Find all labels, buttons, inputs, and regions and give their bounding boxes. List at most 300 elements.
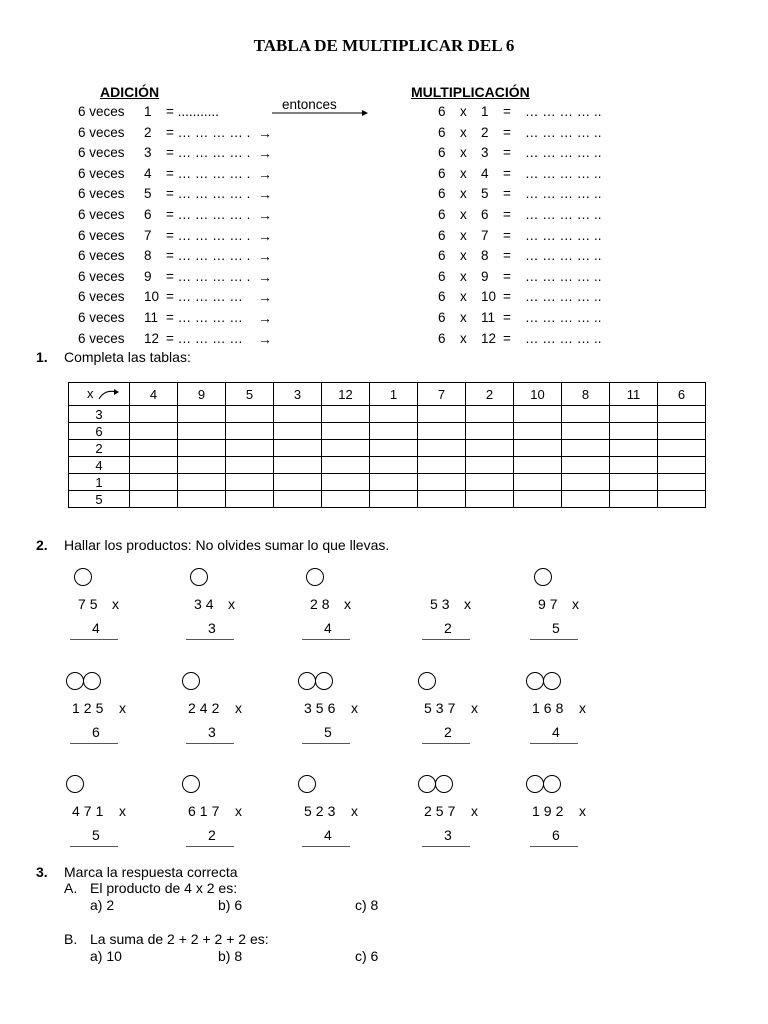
multiplicand: 192: [532, 803, 568, 819]
mult-row-six: 6: [438, 165, 446, 181]
grid-answer-cell[interactable]: [226, 440, 274, 457]
mult-row-number: 11: [481, 310, 496, 325]
mult-row-equals: =: [503, 268, 511, 284]
question-3-number: 3.: [36, 864, 48, 880]
grid-answer-cell[interactable]: [322, 491, 370, 508]
right-arrow-icon: →: [258, 124, 272, 141]
carry-circle[interactable]: [83, 672, 101, 690]
answer-option[interactable]: a) 10: [90, 948, 122, 964]
right-arrow-icon: →: [258, 248, 272, 265]
question-1-text: Completa las tablas:: [64, 349, 191, 365]
multiplication-grid: [68, 382, 706, 508]
mult-row-equals: =: [503, 145, 511, 161]
right-arrow-icon: →: [258, 207, 272, 223]
product-line[interactable]: [70, 743, 118, 744]
mult-row-blank: … … … … ..: [525, 227, 602, 243]
mult-row-times: x: [460, 104, 467, 119]
mult-row-times: x: [460, 289, 467, 305]
addition-row-blank: = … … … … .: [166, 186, 251, 202]
addition-row-number: 2: [144, 124, 152, 140]
multiplier: 3: [444, 827, 452, 843]
addition-row-label: 6 veces: [78, 104, 125, 119]
addition-row-number: 12: [144, 330, 160, 346]
grid-answer-cell[interactable]: [610, 406, 658, 423]
mult-row-times: x: [460, 207, 467, 222]
times-sign: x: [351, 700, 362, 716]
times-sign: x: [235, 803, 246, 819]
grid-answer-cell[interactable]: [226, 406, 274, 423]
times-sign: x: [235, 700, 246, 716]
mult-row-number: 12: [481, 330, 497, 346]
grid-answer-cell[interactable]: [370, 440, 418, 457]
product-line[interactable]: [70, 639, 118, 640]
grid-answer-cell[interactable]: [562, 457, 610, 474]
addition-row-blank: = … … … …: [166, 310, 243, 325]
multiplicand: 257: [424, 803, 460, 819]
addition-row-label: 6 veces: [78, 207, 125, 222]
addition-row-label: 6 veces: [78, 124, 125, 140]
multiplication-heading: MULTIPLICACIÓN: [411, 84, 530, 100]
grid-column-header: 11: [610, 383, 658, 406]
mult-row-number: 5: [481, 186, 489, 202]
grid-answer-cell[interactable]: [226, 457, 274, 474]
mult-row-number: 4: [481, 165, 489, 181]
carry-circle[interactable]: [66, 775, 84, 793]
grid-answer-cell[interactable]: [610, 491, 658, 508]
grid-answer-cell[interactable]: [322, 457, 370, 474]
mult-row-times: x: [460, 227, 467, 243]
grid-column-header: 5: [226, 383, 274, 406]
addition-row-blank: = … … … …: [166, 330, 243, 346]
grid-answer-cell[interactable]: [130, 440, 178, 457]
grid-answer-cell[interactable]: [466, 457, 514, 474]
times-sign: x: [572, 596, 583, 612]
grid-row: [69, 406, 706, 423]
addition-row-label: 6 veces: [78, 227, 125, 243]
carry-circle[interactable]: [418, 775, 436, 793]
answer-option[interactable]: b) 8: [218, 948, 243, 964]
grid-answer-cell[interactable]: [514, 491, 562, 508]
grid-answer-cell[interactable]: [658, 440, 706, 457]
carry-circle[interactable]: [534, 568, 552, 586]
grid-answer-cell[interactable]: [178, 474, 226, 491]
multiplicand: 168: [532, 700, 568, 716]
multiplier: 3: [208, 620, 216, 636]
multiplicand: 471: [72, 803, 108, 819]
grid-answer-cell[interactable]: [466, 440, 514, 457]
addition-row-label: 6 veces: [78, 268, 125, 284]
grid-answer-cell[interactable]: [562, 440, 610, 457]
grid-answer-cell[interactable]: [130, 423, 178, 440]
multiplicand: 97: [538, 596, 562, 612]
grid-column-header: 10: [514, 383, 562, 406]
grid-answer-cell[interactable]: [322, 474, 370, 491]
choice-letter: A.: [64, 880, 78, 896]
multiplier: 5: [552, 620, 560, 636]
multiplier: 4: [92, 620, 100, 636]
grid-answer-cell[interactable]: [658, 406, 706, 423]
addition-row-blank: = … … … … .: [166, 248, 251, 264]
mult-row-number: 10: [481, 289, 497, 305]
mult-row-times: x: [460, 248, 467, 264]
right-arrow-icon: →: [258, 268, 272, 285]
grid-answer-cell[interactable]: [610, 423, 658, 440]
grid-answer-cell[interactable]: [514, 474, 562, 491]
grid-answer-cell[interactable]: [130, 457, 178, 474]
mult-row-six: 6: [438, 145, 446, 161]
grid-answer-cell[interactable]: [418, 423, 466, 440]
grid-answer-cell[interactable]: [178, 491, 226, 508]
addition-row-number: 11: [144, 310, 159, 325]
grid-answer-cell[interactable]: [466, 491, 514, 508]
grid-answer-cell[interactable]: [658, 423, 706, 440]
right-arrow-icon: →: [258, 186, 272, 203]
carry-circle[interactable]: [298, 775, 316, 793]
question-3-text: Marca la respuesta correcta: [64, 864, 238, 880]
mult-row-number: 7: [481, 227, 489, 243]
multiplier: 6: [552, 827, 560, 843]
grid-column-header: 9: [178, 383, 226, 406]
grid-answer-cell[interactable]: [178, 406, 226, 423]
grid-answer-cell[interactable]: [226, 423, 274, 440]
right-arrow-icon: →: [258, 145, 272, 162]
mult-row-equals: =: [503, 289, 511, 305]
grid-answer-cell[interactable]: [274, 491, 322, 508]
multiplier: 5: [324, 724, 332, 740]
grid-answer-cell[interactable]: [610, 457, 658, 474]
mult-row-number: 6: [481, 207, 489, 222]
right-arrow-icon: →: [258, 310, 272, 326]
addition-heading: ADICIÓN: [100, 84, 160, 100]
grid-column-header: 7: [418, 383, 466, 406]
mult-row-blank: … … … … ..: [525, 145, 602, 161]
product-line[interactable]: [422, 846, 470, 847]
grid-answer-cell[interactable]: [274, 423, 322, 440]
entonces-arrow-icon: [270, 108, 370, 118]
addition-row-label: 6 veces: [78, 289, 125, 305]
product-line[interactable]: [530, 743, 578, 744]
choice-question: El producto de 4 x 2 es:: [90, 880, 238, 896]
carry-circle[interactable]: [66, 672, 84, 690]
mult-row-six: 6: [438, 186, 446, 202]
grid-answer-cell[interactable]: [370, 474, 418, 491]
carry-circle[interactable]: [182, 672, 200, 690]
carry-circle[interactable]: [298, 672, 316, 690]
mult-row-blank: … … … … ..: [525, 289, 602, 305]
grid-answer-cell[interactable]: [562, 423, 610, 440]
mult-row-equals: =: [503, 124, 511, 140]
grid-answer-cell[interactable]: [178, 423, 226, 440]
grid-answer-cell[interactable]: [130, 406, 178, 423]
product-line[interactable]: [530, 846, 578, 847]
grid-answer-cell[interactable]: [226, 474, 274, 491]
grid-row-header: 6: [69, 423, 130, 440]
mult-row-times: x: [460, 310, 467, 325]
grid-row: [69, 457, 706, 474]
carry-circle[interactable]: [526, 672, 544, 690]
mult-row-six: 6: [438, 330, 446, 346]
right-arrow-icon: →: [258, 165, 272, 182]
addition-row-blank: = … … … … .: [166, 145, 251, 161]
multiplicand: 617: [188, 803, 224, 819]
product-line[interactable]: [186, 846, 234, 847]
mult-row-six: 6: [438, 289, 446, 305]
addition-row-number: 1: [144, 104, 152, 119]
grid-answer-cell[interactable]: [658, 457, 706, 474]
carry-circle[interactable]: [543, 672, 561, 690]
times-sign: x: [579, 700, 590, 716]
answer-option[interactable]: a) 2: [90, 897, 115, 913]
carry-circle[interactable]: [315, 672, 333, 690]
addition-row-label: 6 veces: [78, 165, 125, 181]
mult-row-equals: =: [503, 227, 511, 243]
mult-row-equals: =: [503, 330, 511, 346]
grid-answer-cell[interactable]: [274, 457, 322, 474]
entonces-label: entonces: [282, 97, 337, 112]
grid-answer-cell[interactable]: [130, 474, 178, 491]
mult-row-blank: … … … … ..: [525, 124, 602, 140]
mult-row-blank: … … … … ..: [525, 310, 602, 325]
mult-row-equals: =: [503, 165, 511, 181]
grid-answer-cell[interactable]: [514, 440, 562, 457]
mult-row-equals: =: [503, 207, 511, 222]
question-2-number: 2.: [36, 537, 48, 553]
mult-row-times: x: [460, 330, 467, 346]
grid-answer-cell[interactable]: [562, 491, 610, 508]
carry-circle[interactable]: [526, 775, 544, 793]
multiplicand: 28: [310, 596, 334, 612]
grid-answer-cell[interactable]: [370, 406, 418, 423]
grid-column-header: 3: [274, 383, 322, 406]
grid-row: [69, 440, 706, 457]
addition-row-blank: = ...........: [166, 104, 219, 119]
addition-row-label: 6 veces: [78, 248, 125, 264]
times-sign: x: [471, 700, 482, 716]
grid-column-header: 1: [370, 383, 418, 406]
grid-answer-cell[interactable]: [466, 474, 514, 491]
mult-row-six: 6: [438, 124, 446, 140]
grid-row-header: 4: [69, 457, 130, 474]
grid-answer-cell[interactable]: [514, 457, 562, 474]
mult-row-equals: =: [503, 104, 511, 119]
mult-row-blank: … … … … ..: [525, 186, 602, 202]
multiplier: 3: [208, 724, 216, 740]
multiplicand: 537: [424, 700, 460, 716]
multiplier: 4: [324, 620, 332, 636]
mult-row-times: x: [460, 124, 467, 140]
grid-answer-cell[interactable]: [658, 474, 706, 491]
mult-row-blank: … … … … ..: [525, 207, 602, 222]
answer-option[interactable]: b) 6: [218, 897, 243, 913]
product-line[interactable]: [186, 743, 234, 744]
multiplicand: 356: [304, 700, 340, 716]
addition-row-label: 6 veces: [78, 145, 125, 161]
grid-header-row: [69, 383, 706, 406]
product-line[interactable]: [302, 846, 350, 847]
carry-circle[interactable]: [306, 568, 324, 586]
curved-arrow-icon: [97, 387, 121, 401]
product-line[interactable]: [186, 639, 234, 640]
addition-row-label: 6 veces: [78, 186, 125, 202]
grid-row: [69, 491, 706, 508]
grid-answer-cell[interactable]: [322, 423, 370, 440]
multiplicand: 53: [430, 596, 454, 612]
grid-answer-cell[interactable]: [274, 406, 322, 423]
addition-row-number: 6: [144, 207, 152, 222]
grid-row-header: 5: [69, 491, 130, 508]
product-line[interactable]: [302, 743, 350, 744]
product-line[interactable]: [530, 639, 578, 640]
mult-row-times: x: [460, 268, 467, 284]
grid-answer-cell[interactable]: [514, 423, 562, 440]
grid-answer-cell[interactable]: [226, 491, 274, 508]
grid-answer-cell[interactable]: [610, 440, 658, 457]
carry-circle[interactable]: [74, 568, 92, 586]
grid-answer-cell[interactable]: [466, 423, 514, 440]
mult-row-blank: … … … … ..: [525, 268, 602, 284]
mult-row-equals: =: [503, 248, 511, 264]
grid-answer-cell[interactable]: [178, 440, 226, 457]
mult-row-number: 2: [481, 124, 489, 140]
mult-row-number: 8: [481, 248, 489, 264]
grid-column-header: 4: [130, 383, 178, 406]
times-sign: x: [119, 700, 130, 716]
multiplier: 2: [444, 620, 452, 636]
question-1-number: 1.: [36, 349, 48, 365]
times-sign: x: [471, 803, 482, 819]
addition-row-number: 9: [144, 268, 152, 284]
grid-column-header: 8: [562, 383, 610, 406]
addition-row-number: 4: [144, 165, 152, 181]
grid-answer-cell[interactable]: [514, 406, 562, 423]
multiplicand: 242: [188, 700, 224, 716]
grid-answer-cell[interactable]: [370, 491, 418, 508]
right-arrow-icon: →: [258, 289, 272, 306]
product-line[interactable]: [422, 743, 470, 744]
mult-row-blank: … … … … ..: [525, 248, 602, 264]
times-sign: x: [119, 803, 130, 819]
carry-circle[interactable]: [543, 775, 561, 793]
grid-answer-cell[interactable]: [610, 474, 658, 491]
multiplier: 6: [92, 724, 100, 740]
multiplier: 4: [324, 827, 332, 843]
right-arrow-icon: →: [258, 330, 272, 347]
right-arrow-icon: →: [258, 227, 272, 244]
grid-answer-cell[interactable]: [322, 406, 370, 423]
mult-row-blank: … … … … ..: [525, 330, 602, 346]
mult-row-six: 6: [438, 104, 446, 119]
addition-row-label: 6 veces: [78, 330, 125, 346]
mult-row-blank: … … … … ..: [525, 104, 602, 119]
product-line[interactable]: [302, 639, 350, 640]
mult-row-six: 6: [438, 310, 446, 325]
mult-row-times: x: [460, 145, 467, 161]
grid-answer-cell[interactable]: [178, 457, 226, 474]
carry-circle[interactable]: [190, 568, 208, 586]
multiplier: 2: [444, 724, 452, 740]
grid-corner-cell: [69, 383, 130, 406]
times-sign: x: [351, 803, 362, 819]
grid-column-header: 2: [466, 383, 514, 406]
multiplier: 2: [208, 827, 216, 843]
times-sign: x: [464, 596, 475, 612]
mult-row-six: 6: [438, 227, 446, 243]
mult-row-blank: … … … … ..: [525, 165, 602, 181]
product-line[interactable]: [70, 846, 118, 847]
times-sign: x: [112, 596, 123, 612]
addition-row-blank: = … … … … .: [166, 124, 251, 140]
addition-row-blank: = … … … … .: [166, 165, 251, 181]
grid-answer-cell[interactable]: [274, 474, 322, 491]
grid-row-header: 2: [69, 440, 130, 457]
grid-answer-cell[interactable]: [418, 474, 466, 491]
addition-row-number: 3: [144, 145, 152, 161]
multiplier: 5: [92, 827, 100, 843]
multiplicand: 34: [194, 596, 218, 612]
page-title: TABLA DE MULTIPLICAR DEL 6: [253, 36, 515, 55]
grid-row: [69, 423, 706, 440]
grid-answer-cell[interactable]: [274, 440, 322, 457]
grid-answer-cell[interactable]: [370, 457, 418, 474]
mult-row-times: x: [460, 165, 467, 181]
answer-option[interactable]: c) 8: [355, 897, 379, 913]
grid-answer-cell[interactable]: [658, 491, 706, 508]
answer-option[interactable]: c) 6: [355, 948, 379, 964]
mult-row-equals: =: [503, 310, 511, 325]
carry-circle[interactable]: [182, 775, 200, 793]
mult-row-number: 1: [481, 104, 489, 119]
grid-answer-cell[interactable]: [322, 440, 370, 457]
grid-row: [69, 474, 706, 491]
addition-row-number: 5: [144, 186, 152, 202]
grid-answer-cell[interactable]: [418, 491, 466, 508]
grid-row-header: 3: [69, 406, 130, 423]
addition-row-label: 6 veces: [78, 310, 125, 325]
multiplier: 4: [552, 724, 560, 740]
grid-answer-cell[interactable]: [562, 406, 610, 423]
carry-circle[interactable]: [435, 775, 453, 793]
mult-row-equals: =: [503, 186, 511, 202]
grid-answer-cell[interactable]: [466, 406, 514, 423]
question-2-text: Hallar los productos: No olvides sumar lo que llevas.: [64, 537, 390, 553]
grid-answer-cell[interactable]: [370, 423, 418, 440]
multiplicand: 523: [304, 803, 340, 819]
grid-answer-cell[interactable]: [562, 474, 610, 491]
grid-answer-cell[interactable]: [418, 440, 466, 457]
choice-letter: B.: [64, 931, 78, 947]
grid-answer-cell[interactable]: [418, 406, 466, 423]
mult-row-six: 6: [438, 248, 446, 264]
grid-answer-cell[interactable]: [130, 491, 178, 508]
addition-row-number: 8: [144, 248, 152, 264]
mult-row-number: 3: [481, 145, 489, 161]
times-sign: x: [579, 803, 590, 819]
grid-answer-cell[interactable]: [418, 457, 466, 474]
mult-row-six: 6: [438, 268, 446, 284]
product-line[interactable]: [422, 639, 470, 640]
mult-row-times: x: [460, 186, 467, 202]
carry-circle[interactable]: [418, 672, 436, 690]
grid-row-header: 1: [69, 474, 130, 491]
addition-row-blank: = … … … … .: [166, 207, 251, 222]
grid-column-header: 6: [658, 383, 706, 406]
addition-row-blank: = … … … …: [166, 289, 243, 305]
choice-question: La suma de 2 + 2 + 2 + 2 es:: [90, 931, 269, 947]
multiplicand: 125: [72, 700, 108, 716]
mult-row-six: 6: [438, 207, 446, 222]
addition-row-number: 10: [144, 289, 160, 305]
mult-row-number: 9: [481, 268, 489, 284]
